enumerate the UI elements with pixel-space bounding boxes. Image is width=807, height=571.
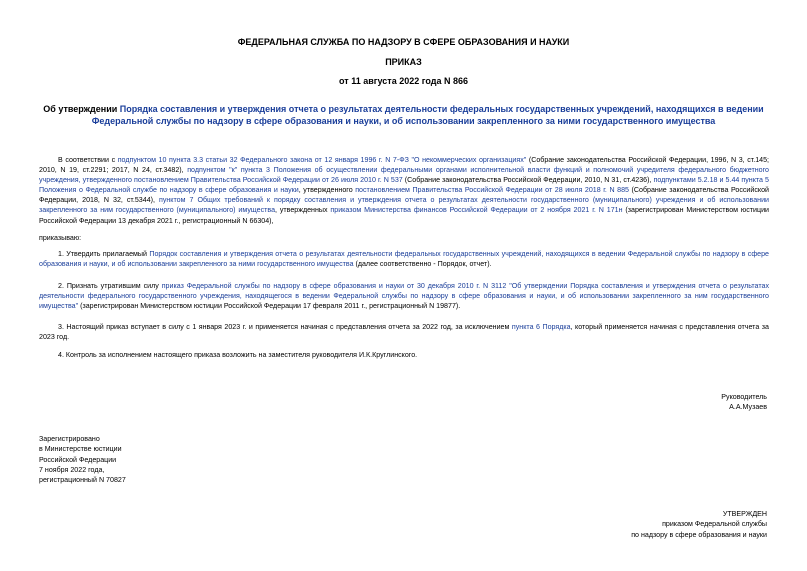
approved-line: приказом Федеральной службы <box>662 520 767 529</box>
signature-name: А.А.Музаев <box>729 403 767 412</box>
agency-heading: ФЕДЕРАЛЬНАЯ СЛУЖБА ПО НАДЗОРУ В СФЕРЕ ОБРАЗОВАНИЯ И НАУКИ <box>237 37 570 47</box>
preamble-link-3[interactable]: подпунктами 5.2.18 и 5.44 пункта 5 Положения о Федеральной службе по надзору в сфере образования и науки <box>39 176 769 195</box>
preamble-text-3: (Собрание законодательства Российской Федерации, 2010, N 31, ст.4236), <box>402 176 654 185</box>
registration-line: Зарегистрировано <box>39 435 100 443</box>
preamble-link-5[interactable]: пунктом 7 Общих требований к порядку составления и утверждения отчета о результатах деятельности государственного (муниципального) учреждения и об использовании закрепленного за ним государственного (муниципального) имущества <box>39 196 769 215</box>
title-prefix: Об утверждении <box>43 104 120 114</box>
item1-link[interactable]: Порядок составления и утверждения отчета о результатах деятельности федеральных государственных учреждений, находящихся в ведении Федеральной службы по надзору в сфере образования и науки, и об использовании закрепленного за ними государственного имущества <box>39 250 769 269</box>
item3-text-1: 3. Настоящий приказ вступает в силу с 1 января 2023 г. и применяется начиная с представления отчета за 2022 год, за исключением <box>58 323 512 331</box>
order-item-2 <box>39 281 769 311</box>
preamble-text-1: В соответствии с <box>58 156 118 164</box>
item1-text-2: (далее соответственно - Порядок, отчет). <box>353 260 492 269</box>
preamble-link-2[interactable]: подпунктом "к" пункта 3 Положения об осуществлении федеральными органами исполнительной власти функций и полномочий учредителя федерального бюджетного учреждения, утвержденного постановлением Правительства Российской Федерации от 26 июля 2010 г. N 537 <box>39 166 769 185</box>
prikazyvayu-label: приказываю: <box>39 234 82 242</box>
approved-line: УТВЕРЖДЕН <box>722 510 767 518</box>
preamble-link-4[interactable]: постановлением Правительства Российской Федерации от 28 июля 2018 г. N 885 <box>355 186 629 195</box>
order-date-number: от 11 августа 2022 года N 866 <box>339 76 468 86</box>
doc-type-heading: ПРИКАЗ <box>385 57 422 67</box>
registration-line: 7 ноября 2022 года, <box>39 465 105 474</box>
item3-link[interactable]: пункта 6 Порядка <box>511 323 571 331</box>
registration-block <box>39 434 279 485</box>
item4-text: 4. Контроль за исполнением настоящего приказа возложить на заместителя руководителя И.К.Круглинского. <box>58 351 418 359</box>
item1-text-1: 1. Утвердить прилагаемый <box>58 250 150 258</box>
preamble-text-4: , утвержденного <box>298 186 356 195</box>
registration-line: в Министерстве юстиции <box>39 445 122 454</box>
order-item-1 <box>39 249 769 269</box>
preamble-paragraph <box>39 155 769 226</box>
order-title <box>40 103 767 127</box>
signature-block <box>560 392 767 413</box>
item3-text-2: , который применяется начиная с представления отчета за 2023 год. <box>39 323 769 342</box>
preamble-text-6: , утвержденных <box>275 206 331 215</box>
title-link[interactable]: Порядка составления и утверждения отчета о результатах деятельности федеральных государственных учреждений, находящихся в ведении Федеральной службы по надзору в сфере образования и науки, и об использовании закрепленного за ними государственного имущества <box>91 104 764 126</box>
preamble-link-1[interactable]: подпунктом 10 пункта 3.3 статьи 32 Федерального закона от 12 января 1996 г. N 7-ФЗ "О некоммерческих организациях" <box>117 156 527 164</box>
approved-line: по надзору в сфере образования и науки <box>631 530 767 539</box>
item2-text-2: (зарегистрирован Министерством юстиции Российской Федерации 17 февраля 2011 г., регистрационный N 19877). <box>78 302 461 311</box>
approved-block <box>540 509 767 540</box>
registration-line: Российской Федерации <box>39 455 117 464</box>
item2-text-1: 2. Признать утратившим силу <box>58 282 162 290</box>
preamble-text-5: (Собрание законодательства Российской Федерации, 2018, N 32, ст.5344), <box>39 186 769 205</box>
preamble-link-6[interactable]: приказом Министерства финансов Российской Федерации от 2 ноября 2021 г. N 171н <box>330 206 623 215</box>
registration-line: регистрационный N 70827 <box>39 476 126 485</box>
order-item-3 <box>39 322 769 342</box>
preamble-text-2: (Собрание законодательства Российской Федерации, 1996, N 3, ст.145; 2010, N 19, ст.2291; 2017, N 24, ст.3482), <box>39 156 770 175</box>
signature-role: Руководитель <box>721 393 767 401</box>
item2-link[interactable]: приказ Федеральной службы по надзору в сфере образования и науки от 30 декабря 2010 г. N 3112 "Об утверждении Порядка составления и утверждения отчета о результатах деятельности федерального государственного учреждения, находящегося в ведении Федеральной службы по надзору в сфере образования и науки, и об использовании закрепленного за ним государственного имущества" <box>39 282 769 311</box>
preamble-text-7: (зарегистрирован Министерством юстиции Российской Федерации 13 декабря 2021 г., регистрационный N 66304), <box>39 206 769 225</box>
order-item-4 <box>39 350 769 360</box>
